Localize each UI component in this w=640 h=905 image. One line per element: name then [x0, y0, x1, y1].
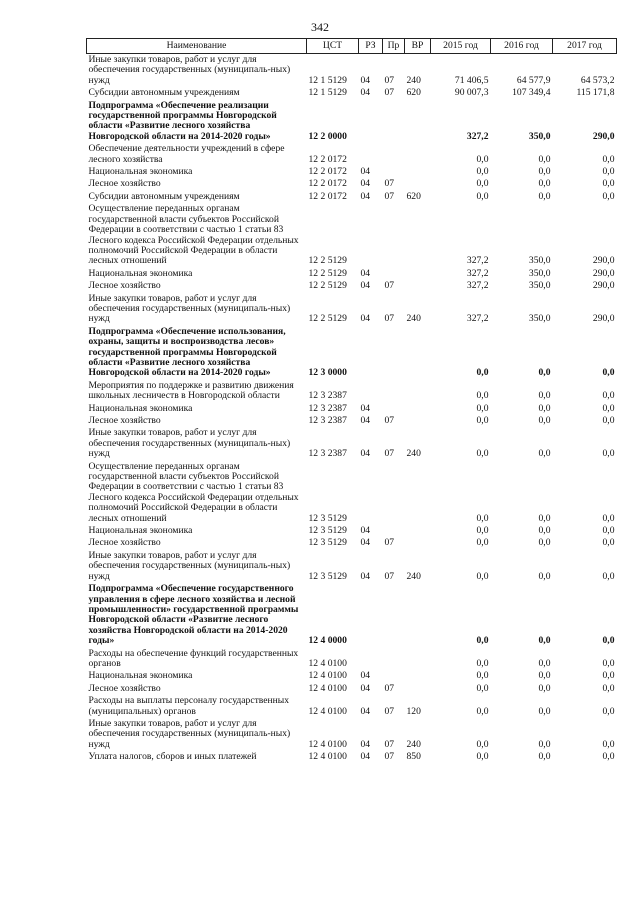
row-cst: 12 3 5129 [308, 537, 347, 549]
row-2015: 0,0 [476, 402, 489, 414]
table-row [87, 380, 617, 403]
row-rz: 04 [360, 402, 371, 414]
row-pr [383, 670, 405, 682]
row-2017: 115 171,8 [576, 87, 615, 99]
row-2015: 327,2 [466, 313, 489, 325]
row-2016: 0,0 [538, 448, 551, 460]
row-vr: 120 [406, 705, 421, 717]
row-2016: 0,0 [538, 738, 551, 750]
row-2017: 290,0 [592, 267, 615, 279]
row-rz: 04 [360, 267, 371, 279]
row-pr [383, 268, 405, 280]
table-row [87, 143, 617, 166]
row-pr [383, 143, 405, 166]
row-cst: 12 2 0000 [308, 130, 347, 142]
row-rz: 04 [360, 570, 371, 582]
row-vr: 240 [406, 570, 421, 582]
row-pr [383, 100, 405, 144]
table-row [87, 648, 617, 671]
row-2016: 64 577,9 [516, 74, 551, 86]
row-rz [359, 583, 383, 647]
row-2015: 0,0 [476, 657, 489, 669]
row-cst: 12 1 5129 [308, 87, 347, 99]
row-pr: 07 [384, 537, 395, 549]
row-name: Расходы на выплаты персоналу государственных (муниципальных) органов [88, 695, 290, 717]
row-rz: 04 [360, 166, 371, 178]
row-cst: 12 2 5129 [308, 255, 347, 267]
row-2015: 0,0 [476, 570, 489, 582]
row-2015: 0,0 [476, 166, 489, 178]
table-row [87, 670, 617, 682]
row-name: Национальная экономика [88, 166, 193, 178]
row-name: Лесное хозяйство [88, 280, 161, 292]
row-cst: 12 2 5129 [308, 313, 347, 325]
row-2015: 0,0 [476, 525, 489, 537]
row-name: Подпрограмма «Обеспечение реализации государственной программы Новгородской области «Развитие лесного хозяйства Новгородской области на 2014-2020 годы» [88, 99, 277, 142]
row-pr: 07 [384, 190, 395, 202]
row-vr [405, 178, 431, 190]
row-2016: 0,0 [538, 166, 551, 178]
row-vr [405, 326, 431, 380]
row-2016: 0,0 [538, 635, 551, 647]
row-2017: 290,0 [592, 280, 615, 292]
table-row [87, 178, 617, 190]
row-name: Иные закупки товаров, работ и услуг для обеспечения государственных (муниципаль-ных) нужд [88, 717, 291, 750]
row-rz [359, 143, 383, 166]
table-row [87, 403, 617, 415]
row-rz: 04 [360, 87, 371, 99]
row-rz: 04 [360, 74, 371, 86]
row-2017: 0,0 [602, 448, 615, 460]
row-vr [405, 403, 431, 415]
row-cst: 12 3 5129 [308, 570, 347, 582]
row-2016: 0,0 [538, 153, 551, 165]
row-vr [405, 670, 431, 682]
table-row [87, 54, 617, 88]
table-row [87, 427, 617, 460]
row-2015: 0,0 [476, 415, 489, 426]
row-name: Осуществление переданных органам государственной власти субъектов Российской Федерации в соответствии с частью 1 статьи 83 Лесного кодекса Российской Федерации отдельных полномочий Российской Федерации в области лесных отношений [88, 460, 299, 524]
row-name: Мероприятия по поддержке и развитию движения школьных лесничеств в Новгородской области [88, 379, 294, 402]
row-pr [383, 525, 405, 537]
row-cst: 12 2 0172 [308, 178, 347, 190]
row-name: Национальная экономика [88, 267, 193, 279]
row-2016: 0,0 [538, 751, 551, 763]
row-pr [383, 403, 405, 415]
row-vr [405, 166, 431, 178]
row-name: Лесное хозяйство [88, 415, 161, 426]
row-2015: 327,2 [466, 255, 489, 267]
table-row [87, 550, 617, 583]
row-cst: 12 4 0100 [308, 657, 347, 669]
row-2016: 0,0 [538, 190, 551, 202]
row-name: Иные закупки товаров, работ и услуг для обеспечения государственных (муниципаль-ных) нужд [88, 549, 291, 582]
row-2016: 0,0 [538, 670, 551, 682]
row-cst: 12 2 0172 [308, 153, 347, 165]
table-row [87, 718, 617, 751]
row-2017: 0,0 [602, 512, 615, 524]
row-2016: 0,0 [538, 682, 551, 694]
row-vr [405, 143, 431, 166]
row-2016: 0,0 [538, 537, 551, 549]
table-row [87, 695, 617, 718]
row-name: Иные закупки товаров, работ и услуг для обеспечения государственных (муниципаль-ных) нужд [88, 292, 291, 325]
row-name: Национальная экономика [88, 670, 193, 682]
row-rz [359, 100, 383, 144]
row-2016: 0,0 [538, 367, 551, 379]
row-pr [383, 461, 405, 525]
row-2017: 0,0 [602, 367, 615, 379]
row-name: Национальная экономика [88, 525, 193, 537]
row-rz: 04 [360, 280, 371, 292]
row-pr [383, 583, 405, 647]
row-name: Иные закупки товаров, работ и услуг для обеспечения государственных (муниципаль-ных) нужд [88, 427, 291, 460]
page-number: 342 [311, 20, 329, 34]
header-2015: 2015 год [431, 39, 491, 54]
row-pr: 07 [384, 87, 395, 99]
row-rz [359, 648, 383, 671]
table-row [87, 166, 617, 178]
row-2016: 350,0 [528, 130, 551, 142]
row-2016: 0,0 [538, 657, 551, 669]
row-vr [405, 280, 431, 292]
row-rz: 04 [360, 682, 371, 694]
row-cst: 12 4 0000 [308, 635, 347, 647]
row-2016: 0,0 [538, 390, 551, 402]
row-2017: 290,0 [592, 130, 615, 142]
table-row [87, 268, 617, 280]
row-vr [405, 268, 431, 280]
row-rz: 04 [360, 525, 371, 537]
row-vr: 850 [406, 751, 421, 763]
header-cst: ЦСТ [307, 39, 359, 54]
row-2015: 90 007,3 [454, 87, 489, 99]
row-pr [383, 380, 405, 403]
row-vr [405, 100, 431, 144]
row-rz: 04 [360, 670, 371, 682]
row-pr: 07 [384, 280, 395, 292]
row-cst: 12 3 5129 [308, 525, 347, 537]
row-name: Обеспечение деятельности учреждений в сфере лесного хозяйства [88, 143, 285, 165]
row-pr: 07 [384, 448, 395, 460]
row-vr [405, 415, 431, 427]
row-name: Уплата налогов, сборов и иных платежей [88, 751, 257, 763]
row-cst: 12 4 0100 [308, 705, 347, 717]
row-2015: 0,0 [476, 367, 489, 379]
row-vr [405, 648, 431, 671]
row-pr [383, 326, 405, 380]
row-cst: 12 4 0100 [308, 751, 347, 763]
row-2017: 0,0 [602, 166, 615, 178]
row-vr [405, 525, 431, 537]
row-rz: 04 [360, 751, 371, 763]
row-2016: 0,0 [538, 705, 551, 717]
row-2017: 0,0 [602, 670, 615, 682]
header-2016: 2016 год [491, 39, 553, 54]
table-row [87, 280, 617, 292]
row-vr [405, 683, 431, 695]
row-2017: 0,0 [602, 525, 615, 537]
row-pr: 07 [384, 682, 395, 694]
row-2017: 0,0 [602, 178, 615, 190]
row-pr: 07 [384, 313, 395, 325]
row-rz: 04 [360, 537, 371, 549]
row-vr [405, 537, 431, 549]
row-cst: 12 2 5129 [308, 267, 347, 279]
row-2015: 0,0 [476, 705, 489, 717]
row-cst: 12 4 0100 [308, 682, 347, 694]
row-2015: 0,0 [476, 738, 489, 750]
table-row [87, 87, 617, 99]
row-vr: 620 [406, 87, 421, 99]
row-cst: 12 2 5129 [308, 280, 347, 292]
row-pr: 07 [384, 751, 395, 763]
row-2015: 0,0 [476, 190, 489, 202]
row-pr: 07 [384, 705, 395, 717]
table-row [87, 525, 617, 537]
row-vr: 240 [406, 448, 421, 460]
row-cst: 12 3 2387 [308, 448, 347, 460]
row-2016: 0,0 [538, 178, 551, 190]
row-name: Подпрограмма «Обеспечение государственного управления в сфере лесного хозяйства и лесной промышленности» государственной программы Новгородской области «Развитие лесного хозяйства Новгородской области на 2014-2020 годы» [88, 583, 299, 647]
row-rz: 04 [360, 178, 371, 190]
header-pr: Пр [383, 39, 405, 54]
row-name: Лесное хозяйство [88, 537, 161, 549]
row-rz: 04 [360, 190, 371, 202]
row-2017: 0,0 [602, 390, 615, 402]
row-2015: 0,0 [476, 512, 489, 524]
row-cst: 12 4 0100 [308, 738, 347, 750]
table-row [87, 191, 617, 203]
row-2016: 0,0 [538, 512, 551, 524]
row-rz: 04 [360, 448, 371, 460]
header-vr: ВР [405, 39, 431, 54]
row-cst: 12 2 0172 [308, 190, 347, 202]
table-row [87, 751, 617, 763]
row-2015: 0,0 [476, 670, 489, 682]
header-name: Наименование [87, 39, 307, 54]
row-vr [405, 380, 431, 403]
table-row [87, 583, 617, 647]
row-2016: 350,0 [528, 313, 551, 325]
row-vr: 240 [406, 313, 421, 325]
row-cst: 12 4 0100 [308, 670, 347, 682]
row-cst: 12 1 5129 [308, 74, 347, 86]
row-name: Национальная экономика [88, 402, 193, 414]
row-2016: 0,0 [538, 402, 551, 414]
table-row [87, 461, 617, 525]
row-pr: 07 [384, 570, 395, 582]
row-rz: 04 [360, 738, 371, 750]
row-2015: 71 406,5 [454, 74, 489, 86]
header-rz: РЗ [359, 39, 383, 54]
header-row [87, 39, 617, 54]
row-2017: 0,0 [602, 705, 615, 717]
row-2015: 0,0 [476, 448, 489, 460]
row-2017: 0,0 [602, 738, 615, 750]
row-2016: 0,0 [538, 415, 551, 426]
row-cst: 12 3 2387 [308, 402, 347, 414]
row-pr: 07 [384, 738, 395, 750]
row-2016: 0,0 [538, 570, 551, 582]
row-2017: 0,0 [602, 657, 615, 669]
row-vr [405, 203, 431, 267]
row-name: Расходы на обеспечение функций государственных органов [88, 647, 299, 669]
table-row [87, 415, 617, 427]
row-rz: 04 [360, 705, 371, 717]
table-row [87, 100, 617, 144]
row-2017: 0,0 [602, 537, 615, 549]
row-2015: 0,0 [476, 635, 489, 647]
row-2017: 0,0 [602, 402, 615, 414]
row-name: Лесное хозяйство [88, 682, 161, 694]
row-name: Осуществление переданных органам государственной власти субъектов Российской Федерации в соответствии с частью 1 статьи 83 Лесного кодекса Российской Федерации отдельных полномочий Российской Федерации в области лесных отношений [88, 203, 299, 267]
row-2017: 0,0 [602, 635, 615, 647]
row-2017: 0,0 [602, 153, 615, 165]
row-2015: 327,2 [466, 280, 489, 292]
row-rz [359, 380, 383, 403]
row-cst: 12 3 0000 [308, 367, 347, 379]
row-2017: 64 573,2 [580, 74, 615, 86]
row-2015: 327,2 [466, 267, 489, 279]
row-vr [405, 583, 431, 647]
row-name: Субсидии автономным учреждениям [88, 87, 240, 99]
row-rz [359, 461, 383, 525]
row-vr: 240 [406, 74, 421, 86]
row-name: Подпрограмма «Обеспечение использования, охраны, защиты и воспроизводства лесов» государственной программы Новгородской области «Развитие лесного хозяйства Новгородской области на 2014-2020 годы» [88, 325, 286, 379]
row-pr [383, 203, 405, 267]
row-2015: 0,0 [476, 153, 489, 165]
row-2016: 0,0 [538, 525, 551, 537]
row-pr [383, 648, 405, 671]
row-2015: 0,0 [476, 390, 489, 402]
row-cst: 12 3 5129 [308, 512, 347, 524]
row-cst: 12 3 2387 [308, 415, 347, 426]
row-2017: 0,0 [602, 682, 615, 694]
row-2017: 0,0 [602, 190, 615, 202]
table-row [87, 293, 617, 326]
row-name: Лесное хозяйство [88, 178, 161, 190]
row-2015: 327,2 [466, 130, 489, 142]
row-vr: 620 [406, 190, 421, 202]
row-pr: 07 [384, 415, 395, 426]
budget-table [86, 38, 617, 764]
header-2017: 2017 год [553, 39, 617, 54]
row-2015: 0,0 [476, 537, 489, 549]
row-2016: 350,0 [528, 280, 551, 292]
row-pr: 07 [384, 74, 395, 86]
row-2017: 0,0 [602, 751, 615, 763]
row-2015: 0,0 [476, 178, 489, 190]
row-2017: 290,0 [592, 313, 615, 325]
table-row [87, 537, 617, 549]
row-pr [383, 166, 405, 178]
row-rz [359, 203, 383, 267]
row-2016: 350,0 [528, 267, 551, 279]
table-row [87, 683, 617, 695]
row-cst: 12 3 2387 [308, 390, 347, 402]
row-2017: 0,0 [602, 415, 615, 426]
table-row [87, 203, 617, 267]
row-2015: 0,0 [476, 682, 489, 694]
row-2017: 290,0 [592, 255, 615, 267]
row-vr [405, 461, 431, 525]
row-rz: 04 [360, 415, 371, 426]
row-2015: 0,0 [476, 751, 489, 763]
row-rz [359, 326, 383, 380]
row-2016: 107 349,4 [512, 87, 551, 99]
row-2017: 0,0 [602, 570, 615, 582]
row-rz: 04 [360, 313, 371, 325]
row-pr: 07 [384, 178, 395, 190]
table-row [87, 326, 617, 380]
row-vr: 240 [406, 738, 421, 750]
row-cst: 12 2 0172 [308, 166, 347, 178]
row-2016: 350,0 [528, 255, 551, 267]
row-name: Субсидии автономным учреждениям [88, 190, 240, 202]
row-name: Иные закупки товаров, работ и услуг для обеспечения государственных (муниципаль-ных) нужд [88, 54, 291, 86]
